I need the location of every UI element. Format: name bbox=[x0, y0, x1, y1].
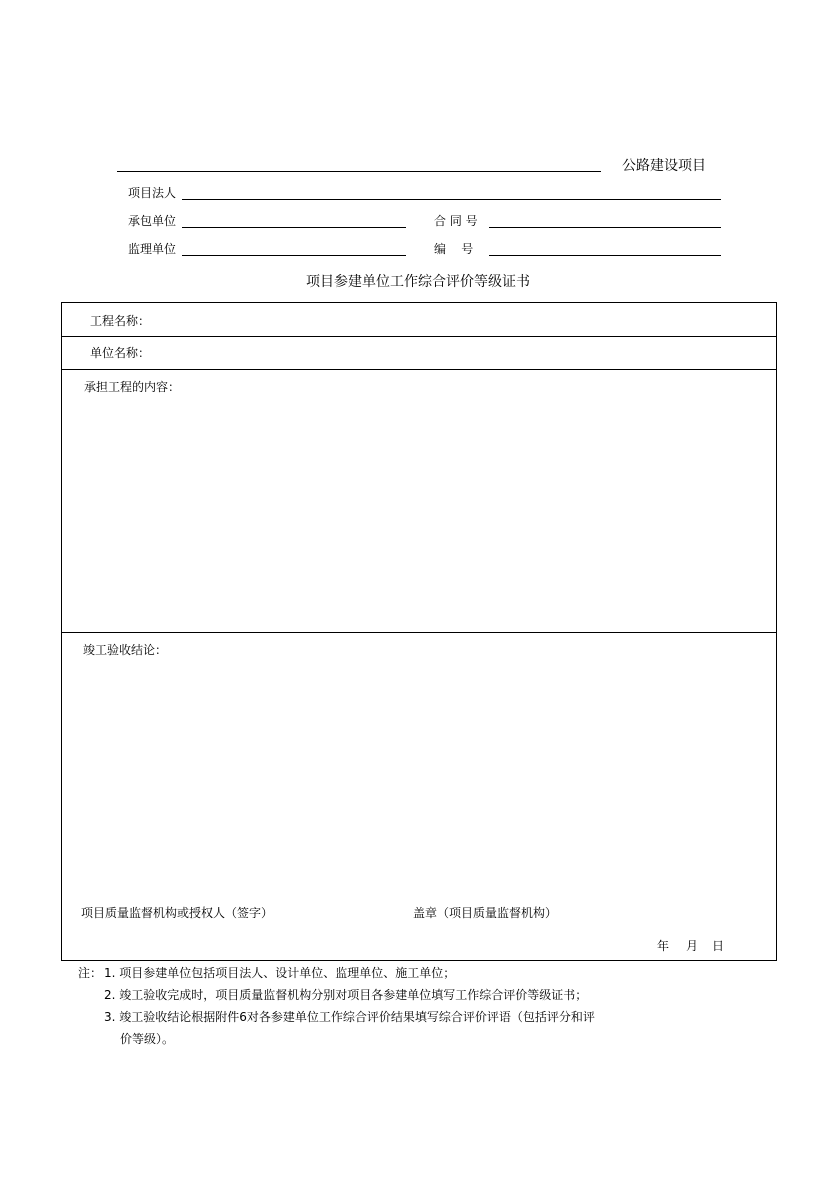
date-year: 年 bbox=[657, 939, 670, 953]
unit-name-label: 单位名称： bbox=[90, 346, 151, 360]
seal-label: 盖章（项目质量监督机构） bbox=[413, 906, 558, 920]
certificate-form-table bbox=[61, 302, 777, 961]
row-divider bbox=[62, 369, 776, 370]
signer-label: 项目质量监督机构或授权人（签字） bbox=[81, 906, 274, 920]
certificate-title: 项目参建单位工作综合评价等级证书 bbox=[306, 274, 530, 290]
project-name-blank-line[interactable] bbox=[117, 171, 601, 172]
supervisor-label: 监理单位 bbox=[128, 242, 177, 256]
date-day: 日 bbox=[712, 939, 725, 953]
supervisor-field[interactable] bbox=[182, 255, 406, 256]
note-item: 1. 项目参建单位包括项目法人、设计单位、监理单位、施工单位； bbox=[104, 966, 456, 980]
number-field[interactable] bbox=[489, 255, 721, 256]
content-label: 承担工程的内容： bbox=[84, 380, 181, 394]
owner-label: 项目法人 bbox=[128, 186, 177, 200]
date-month: 月 bbox=[686, 939, 699, 953]
conclusion-label: 竣工验收结论： bbox=[83, 643, 168, 657]
contractor-label: 承包单位 bbox=[128, 214, 177, 228]
project-name-label: 工程名称： bbox=[90, 314, 151, 328]
owner-field[interactable] bbox=[182, 199, 721, 200]
note-item: 2. 竣工验收完成时，项目质量监督机构分别对项目各参建单位填写工作综合评价等级证书； bbox=[104, 988, 588, 1002]
contract-no-label: 合 同 号 bbox=[434, 214, 478, 228]
notes-prefix: 注： bbox=[78, 966, 103, 980]
note-item: 价等级）。 bbox=[120, 1032, 175, 1046]
contract-no-field[interactable] bbox=[489, 227, 721, 228]
note-item: 3. 竣工验收结论根据附件6对各参建单位工作综合评价结果填写综合评价评语（包括评分和评 bbox=[104, 1010, 595, 1024]
contractor-field[interactable] bbox=[182, 227, 406, 228]
project-type-label: 公路建设项目 bbox=[622, 158, 706, 174]
row-divider bbox=[62, 632, 776, 633]
number-label: 编 号 bbox=[434, 242, 474, 256]
row-divider bbox=[62, 336, 776, 337]
